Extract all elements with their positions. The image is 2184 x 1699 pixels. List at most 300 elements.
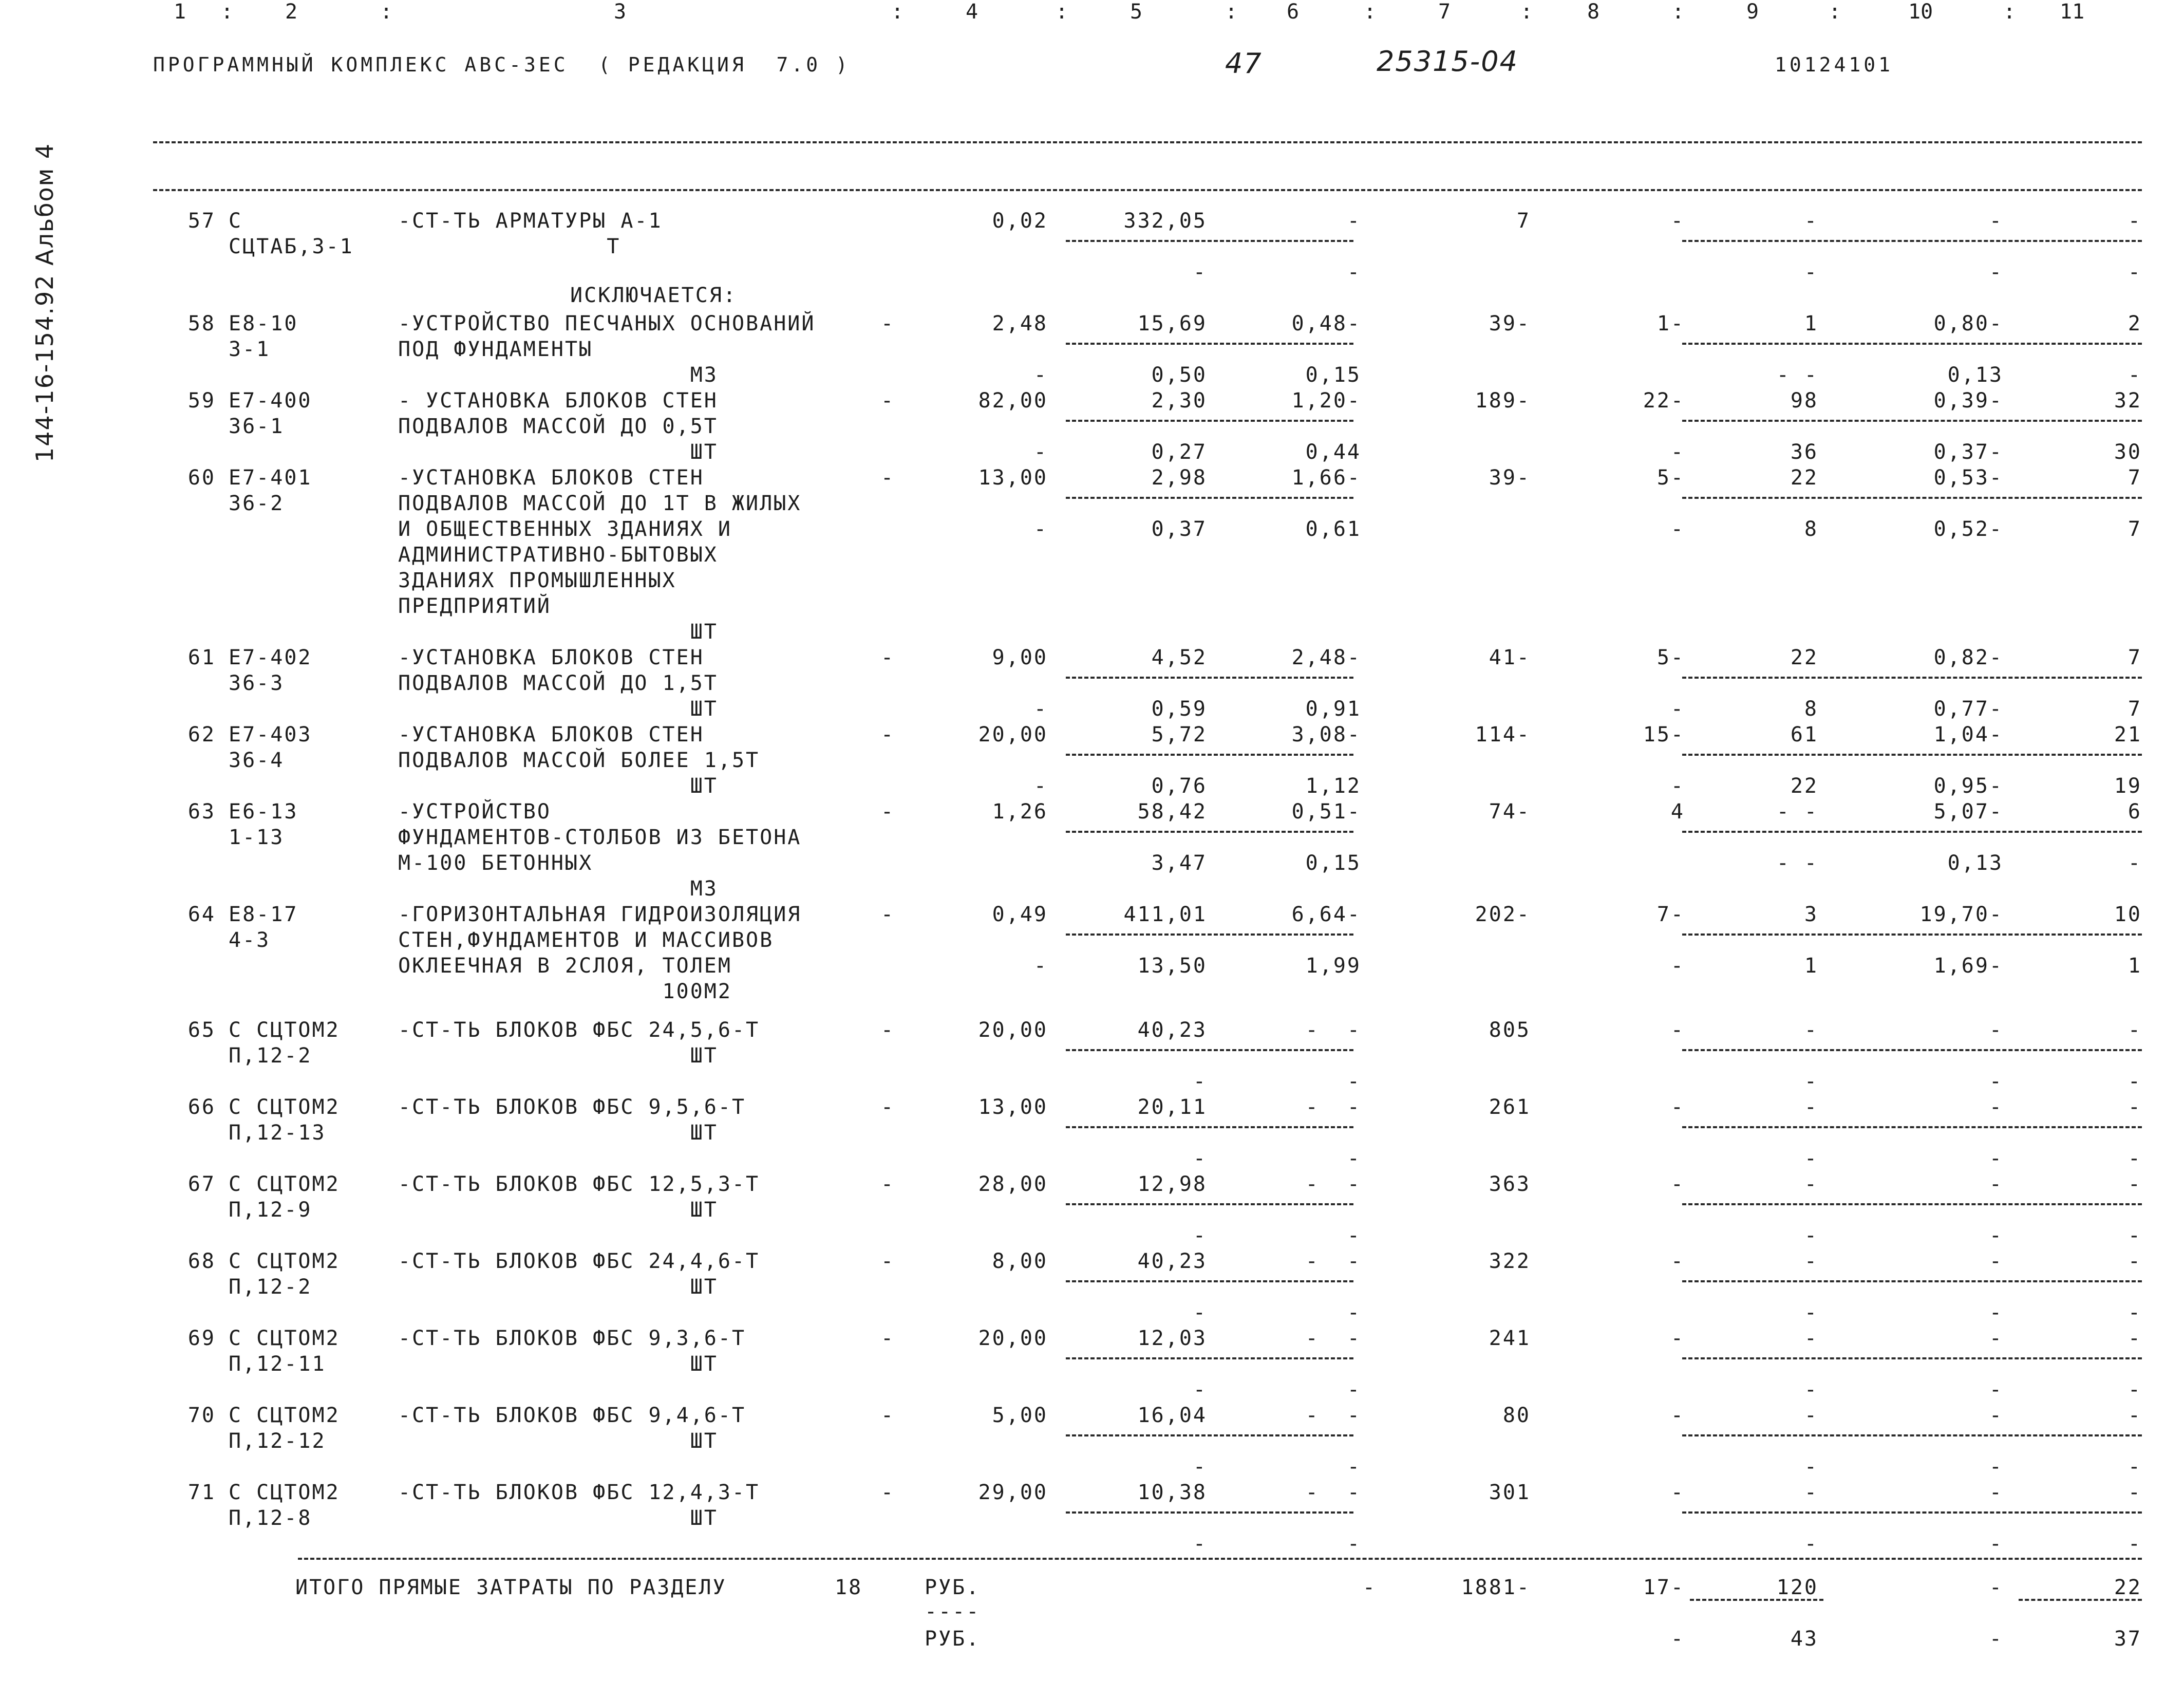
col5-6-subrule bbox=[1066, 831, 1353, 833]
row-description: -УСТРОЙСТВО ПЕСЧАНЫХ ОСНОВАНИЙ bbox=[398, 312, 816, 335]
col7-value: 301 bbox=[1489, 1481, 1531, 1504]
col9-11-subrule bbox=[1682, 677, 2142, 679]
col9-sub: - - bbox=[1776, 363, 1818, 387]
row-code: С СЦТОМ2 bbox=[229, 1481, 340, 1504]
column-number-6: 6 bbox=[1287, 0, 1300, 24]
row-marker: - bbox=[881, 1481, 895, 1504]
col9-11-subrule bbox=[1682, 933, 2142, 936]
col11-sub: - bbox=[2127, 1455, 2142, 1479]
col5-sub: - bbox=[1193, 260, 1207, 284]
col6-value: 0,51- bbox=[1291, 800, 1361, 824]
col6-value: - bbox=[1347, 209, 1361, 233]
row-description: ШТ bbox=[398, 1275, 718, 1299]
col6-sub: - bbox=[1347, 1378, 1361, 1402]
col9-11-subrule bbox=[1682, 831, 2142, 833]
row-marker: - bbox=[881, 1327, 895, 1350]
col8-value: - bbox=[1670, 1018, 1685, 1042]
col11-sub: - bbox=[2127, 1070, 2142, 1093]
row-code: 3-1 bbox=[229, 338, 271, 361]
row-code: П,12-2 bbox=[229, 1275, 312, 1299]
edition-label: ( РЕДАКЦИЯ 7.0 ) bbox=[598, 53, 851, 76]
totals-subrule-11 bbox=[2019, 1599, 2142, 1601]
col4-quantity: 8,00 bbox=[992, 1249, 1048, 1273]
page-number: 47 bbox=[1225, 47, 1263, 80]
column-number-4: 4 bbox=[966, 0, 978, 24]
totals2-col10: - bbox=[1989, 1627, 2003, 1651]
col9-value: - bbox=[1804, 1404, 1818, 1427]
col8-sub: - bbox=[1670, 954, 1685, 978]
col11-sub: - bbox=[2127, 1147, 2142, 1170]
col9-sub: 36 bbox=[1790, 440, 1818, 464]
column-number-5: 5 bbox=[1130, 0, 1143, 24]
row-code: П,12-2 bbox=[229, 1044, 312, 1068]
row-code: С bbox=[229, 209, 243, 233]
col5-6-subrule bbox=[1066, 754, 1353, 756]
row-description: -ГОРИЗОНТАЛЬНАЯ ГИДРОИЗОЛЯЦИЯ bbox=[398, 903, 802, 926]
row-number: 71 bbox=[187, 1481, 216, 1504]
col9-sub: 8 bbox=[1804, 517, 1818, 541]
col10-sub: - bbox=[1989, 1532, 2003, 1556]
col6-value: 3,08- bbox=[1291, 723, 1361, 746]
col9-value: - - bbox=[1776, 800, 1818, 824]
col6-sub: 0,91 bbox=[1305, 697, 1361, 721]
col8-value: 1- bbox=[1656, 312, 1685, 335]
col11-value: 7 bbox=[2127, 646, 2142, 669]
row-code: П,12-9 bbox=[229, 1198, 312, 1222]
col5-value: 58,42 bbox=[1137, 800, 1207, 824]
col7-value: 74- bbox=[1489, 800, 1531, 824]
col11-value: - bbox=[2127, 1404, 2142, 1427]
row-description: -УСТАНОВКА БЛОКОВ СТЕН bbox=[398, 723, 704, 746]
col5-6-subrule bbox=[1066, 1126, 1353, 1128]
col9-sub: - bbox=[1804, 1147, 1818, 1170]
col10-value: 19,70- bbox=[1919, 903, 2003, 926]
row-number: 65 bbox=[187, 1018, 216, 1042]
col5-sub: - bbox=[1193, 1455, 1207, 1479]
row-description: ШТ bbox=[398, 774, 718, 798]
album-side-label: 144-16-154.92 Альбом 4 bbox=[31, 142, 59, 462]
col4-sub: - bbox=[1033, 517, 1048, 541]
row-description: М3 bbox=[398, 363, 718, 387]
col6-sub: 1,12 bbox=[1305, 774, 1361, 798]
col9-sub: 1 bbox=[1804, 954, 1818, 978]
col6-sub: - bbox=[1347, 1147, 1361, 1170]
row-code: Е8-17 bbox=[229, 903, 298, 926]
col10-value: - bbox=[1989, 1481, 2003, 1504]
col4-quantity: 9,00 bbox=[992, 646, 1048, 669]
totals-col6: - bbox=[1362, 1576, 1377, 1599]
row-code: С СЦТОМ2 bbox=[229, 1095, 340, 1119]
col8-value: 5- bbox=[1656, 466, 1685, 490]
col11-value: 10 bbox=[2114, 903, 2142, 926]
col8-value: 5- bbox=[1656, 646, 1685, 669]
col5-sub: - bbox=[1193, 1532, 1207, 1556]
col8-value: - bbox=[1670, 1095, 1685, 1119]
col4-quantity: 82,00 bbox=[978, 389, 1048, 413]
col4-quantity: 20,00 bbox=[978, 1327, 1048, 1350]
row-description: Т bbox=[398, 235, 621, 258]
col10-value: 0,80- bbox=[1933, 312, 2003, 335]
col10-sub: 0,13 bbox=[1947, 851, 2003, 875]
col10-sub: 0,95- bbox=[1933, 774, 2003, 798]
col6-value: - - bbox=[1305, 1172, 1361, 1196]
column-separator: : bbox=[891, 0, 904, 24]
col9-11-subrule bbox=[1682, 497, 2142, 499]
row-code: 36-4 bbox=[229, 749, 285, 772]
col10-value: - bbox=[1989, 1018, 2003, 1042]
col5-value: 16,04 bbox=[1137, 1404, 1207, 1427]
col4-sub: - bbox=[1033, 954, 1048, 978]
col7-value: 114- bbox=[1475, 723, 1531, 746]
row-description: ПОДВАЛОВ МАССОЙ БОЛЕЕ 1,5Т bbox=[398, 749, 760, 772]
row-marker: - bbox=[881, 800, 895, 824]
col10-value: 0,53- bbox=[1933, 466, 2003, 490]
document-id: 10124101 bbox=[1775, 53, 1894, 76]
col8-value: - bbox=[1670, 1249, 1685, 1273]
col9-value: - bbox=[1804, 209, 1818, 233]
col10-value: - bbox=[1989, 1172, 2003, 1196]
col10-value: - bbox=[1989, 1327, 2003, 1350]
row-description: ПРЕДПРИЯТИЙ bbox=[398, 594, 551, 618]
col5-6-subrule bbox=[1066, 420, 1353, 422]
col11-value: 32 bbox=[2114, 389, 2142, 413]
col9-value: - bbox=[1804, 1018, 1818, 1042]
row-code: С СЦТОМ2 bbox=[229, 1172, 340, 1196]
col8-value: - bbox=[1670, 209, 1685, 233]
row-description: ЗДАНИЯХ ПРОМЫШЛЕННЫХ bbox=[398, 569, 676, 592]
column-number-7: 7 bbox=[1438, 0, 1451, 24]
col11-value: 21 bbox=[2114, 723, 2142, 746]
col5-sub: - bbox=[1193, 1147, 1207, 1170]
col5-6-subrule bbox=[1066, 497, 1353, 499]
column-separator: : bbox=[1520, 0, 1533, 24]
col9-value: - bbox=[1804, 1172, 1818, 1196]
totals2-col8: - bbox=[1670, 1627, 1685, 1651]
col7-value: 322 bbox=[1489, 1249, 1531, 1273]
excluded-header: ИСКЛЮЧАЕТСЯ: bbox=[570, 284, 737, 307]
col4-sub: - bbox=[1033, 440, 1048, 464]
col11-sub: 30 bbox=[2114, 440, 2142, 464]
row-description: М-100 БЕТОННЫХ bbox=[398, 851, 593, 875]
row-code: Е7-403 bbox=[229, 723, 312, 746]
col10-value: - bbox=[1989, 1404, 2003, 1427]
col9-value: 3 bbox=[1804, 903, 1818, 926]
row-description: -СТ-ТЬ БЛОКОВ ФБС 24,4,6-Т bbox=[398, 1249, 760, 1273]
column-separator: : bbox=[221, 0, 234, 24]
row-code: Е7-400 bbox=[229, 389, 312, 413]
row-description: -СТ-ТЬ БЛОКОВ ФБС 9,3,6-Т bbox=[398, 1327, 746, 1350]
col5-6-subrule bbox=[1066, 240, 1353, 242]
row-description: М3 bbox=[398, 877, 718, 901]
col9-11-subrule bbox=[1682, 1280, 2142, 1282]
column-number-3: 3 bbox=[614, 0, 627, 24]
col7-value: 241 bbox=[1489, 1327, 1531, 1350]
col11-sub: - bbox=[2127, 1378, 2142, 1402]
col9-11-subrule bbox=[1682, 754, 2142, 756]
col10-sub: - bbox=[1989, 1301, 2003, 1324]
col6-sub: - bbox=[1347, 1070, 1361, 1093]
col9-value: 22 bbox=[1790, 466, 1818, 490]
col4-quantity: 28,00 bbox=[978, 1172, 1048, 1196]
row-description: -СТ-ТЬ БЛОКОВ ФБС 9,5,6-Т bbox=[398, 1095, 746, 1119]
row-code: С СЦТОМ2 bbox=[229, 1018, 340, 1042]
row-description: ШТ bbox=[398, 620, 718, 644]
col9-11-subrule bbox=[1682, 240, 2142, 242]
col5-value: 332,05 bbox=[1123, 209, 1207, 233]
column-number-11: 11 bbox=[2060, 0, 2085, 24]
col7-value: 39- bbox=[1489, 312, 1531, 335]
col11-value: 2 bbox=[2127, 312, 2142, 335]
column-separator: : bbox=[1364, 0, 1377, 24]
col9-sub: - bbox=[1804, 1532, 1818, 1556]
col7-value: 202- bbox=[1475, 903, 1531, 926]
row-code: П,12-12 bbox=[229, 1429, 326, 1453]
row-number: 58 bbox=[187, 312, 216, 335]
col5-6-subrule bbox=[1066, 1434, 1353, 1436]
row-number: 69 bbox=[187, 1327, 216, 1350]
col5-value: 12,98 bbox=[1137, 1172, 1207, 1196]
col9-value: - bbox=[1804, 1481, 1818, 1504]
col4-quantity: 0,02 bbox=[992, 209, 1048, 233]
column-separator: : bbox=[1056, 0, 1068, 24]
col10-sub: - bbox=[1989, 1455, 2003, 1479]
col11-sub: - bbox=[2127, 1224, 2142, 1247]
col6-sub: - bbox=[1347, 1301, 1361, 1324]
col6-value: 2,48- bbox=[1291, 646, 1361, 669]
col11-value: - bbox=[2127, 1481, 2142, 1504]
col5-value: 5,72 bbox=[1151, 723, 1207, 746]
totals-col11: 22 bbox=[2114, 1576, 2142, 1599]
col9-value: - bbox=[1804, 1095, 1818, 1119]
col6-value: 1,20- bbox=[1291, 389, 1361, 413]
col4-quantity: 1,26 bbox=[992, 800, 1048, 824]
col5-6-subrule bbox=[1066, 343, 1353, 345]
col7-value: 80 bbox=[1502, 1404, 1531, 1427]
col5-sub: - bbox=[1193, 1224, 1207, 1247]
col9-11-subrule bbox=[1682, 343, 2142, 345]
col8-value: - bbox=[1670, 1172, 1685, 1196]
col6-value: - - bbox=[1305, 1095, 1361, 1119]
totals2-col9: 43 bbox=[1790, 1627, 1818, 1651]
row-description: -СТ-ТЬ БЛОКОВ ФБС 12,5,3-Т bbox=[398, 1172, 760, 1196]
col9-11-subrule bbox=[1682, 1126, 2142, 1128]
col8-value: - bbox=[1670, 1404, 1685, 1427]
row-code: С СЦТОМ2 bbox=[229, 1249, 340, 1273]
row-number: 61 bbox=[187, 646, 216, 669]
row-marker: - bbox=[881, 1018, 895, 1042]
col7-value: 261 bbox=[1489, 1095, 1531, 1119]
col10-value: 0,39- bbox=[1933, 389, 2003, 413]
row-description: ШТ bbox=[398, 1044, 718, 1068]
col5-6-subrule bbox=[1066, 1511, 1353, 1514]
row-description: -СТ-ТЬ АРМАТУРЫ А-1 bbox=[398, 209, 663, 233]
col9-11-subrule bbox=[1682, 1434, 2142, 1436]
totals-col10: - bbox=[1989, 1576, 2003, 1599]
col11-sub: - bbox=[2127, 1301, 2142, 1324]
totals-label: ИТОГО ПРЯМЫЕ ЗАТРАТЫ ПО РАЗДЕЛУ bbox=[295, 1576, 727, 1599]
col11-sub: - bbox=[2127, 363, 2142, 387]
row-description: ОКЛЕЕЧНАЯ В 2СЛОЯ, ТОЛЕМ bbox=[398, 954, 732, 978]
row-description: ПОДВАЛОВ МАССОЙ ДО 1,5Т bbox=[398, 671, 718, 695]
col5-6-subrule bbox=[1066, 933, 1353, 936]
row-number: 70 bbox=[187, 1404, 216, 1427]
col8-value: 4 bbox=[1670, 800, 1685, 824]
col6-sub: - bbox=[1347, 1532, 1361, 1556]
column-separator: : bbox=[2003, 0, 2016, 24]
row-description: ШТ bbox=[398, 1198, 718, 1222]
col9-sub: 8 bbox=[1804, 697, 1818, 721]
col5-value: 2,30 bbox=[1151, 389, 1207, 413]
col5-value: 15,69 bbox=[1137, 312, 1207, 335]
col5-sub: 0,76 bbox=[1151, 774, 1207, 798]
row-description: АДМИНИСТРАТИВНО-БЫТОВЫХ bbox=[398, 543, 718, 567]
col6-sub: 0,15 bbox=[1305, 363, 1361, 387]
col7-value: 805 bbox=[1489, 1018, 1531, 1042]
col10-value: - bbox=[1989, 1249, 2003, 1273]
row-marker: - bbox=[881, 312, 895, 335]
column-separator: : bbox=[1225, 0, 1238, 24]
col9-11-subrule bbox=[1682, 1357, 2142, 1359]
col8-value: 15- bbox=[1643, 723, 1685, 746]
col9-value: 22 bbox=[1790, 646, 1818, 669]
col11-value: - bbox=[2127, 1327, 2142, 1350]
col5-value: 40,23 bbox=[1137, 1018, 1207, 1042]
col5-sub: 3,47 bbox=[1151, 851, 1207, 875]
totals-unit-secondary: РУБ. bbox=[925, 1627, 981, 1651]
row-marker: - bbox=[881, 389, 895, 413]
row-code: П,12-13 bbox=[229, 1121, 326, 1145]
col8-value: - bbox=[1670, 1327, 1685, 1350]
row-number: 64 bbox=[187, 903, 216, 926]
col10-sub: - bbox=[1989, 1147, 2003, 1170]
col4-sub: - bbox=[1033, 363, 1048, 387]
col6-sub: - bbox=[1347, 260, 1361, 284]
col9-11-subrule bbox=[1682, 1049, 2142, 1051]
row-description: 100М2 bbox=[398, 980, 732, 1003]
row-code: Е7-402 bbox=[229, 646, 312, 669]
col10-sub: 1,69- bbox=[1933, 954, 2003, 978]
column-separator: : bbox=[1672, 0, 1685, 24]
col8-sub: - bbox=[1670, 440, 1685, 464]
row-description: СТЕН,ФУНДАМЕНТОВ И МАССИВОВ bbox=[398, 928, 774, 952]
row-description: ПОДВАЛОВ МАССОЙ ДО 0,5Т bbox=[398, 415, 718, 438]
row-number: 60 bbox=[187, 466, 216, 490]
totals-unit-separator: ---- bbox=[925, 1600, 981, 1623]
col4-quantity: 0,49 bbox=[992, 903, 1048, 926]
col6-value: 0,48- bbox=[1291, 312, 1361, 335]
column-header-rule bbox=[153, 189, 2142, 191]
row-description: ФУНДАМЕНТОВ-СТОЛБОВ ИЗ БЕТОНА bbox=[398, 826, 802, 849]
column-number-9: 9 bbox=[1746, 0, 1759, 24]
col5-sub: - bbox=[1193, 1070, 1207, 1093]
col9-11-subrule bbox=[1682, 1511, 2142, 1514]
row-description: ПОД ФУНДАМЕНТЫ bbox=[398, 338, 593, 361]
col5-6-subrule bbox=[1066, 1357, 1353, 1359]
col9-value: 98 bbox=[1790, 389, 1818, 413]
col4-sub: - bbox=[1033, 697, 1048, 721]
row-description: ШТ bbox=[398, 1506, 718, 1530]
row-code: 36-3 bbox=[229, 671, 285, 695]
col5-sub: - bbox=[1193, 1378, 1207, 1402]
col5-6-subrule bbox=[1066, 1203, 1353, 1205]
col11-sub: - bbox=[2127, 260, 2142, 284]
col10-sub: - bbox=[1989, 1070, 2003, 1093]
row-marker: - bbox=[881, 646, 895, 669]
col9-sub: - bbox=[1804, 1455, 1818, 1479]
col11-sub: 19 bbox=[2114, 774, 2142, 798]
col6-value: - - bbox=[1305, 1018, 1361, 1042]
col4-quantity: 20,00 bbox=[978, 723, 1048, 746]
col6-sub: 0,61 bbox=[1305, 517, 1361, 541]
col4-quantity: 29,00 bbox=[978, 1481, 1048, 1504]
col4-quantity: 13,00 bbox=[978, 1095, 1048, 1119]
col11-value: - bbox=[2127, 209, 2142, 233]
column-separator: : bbox=[1829, 0, 1841, 24]
col5-value: 2,98 bbox=[1151, 466, 1207, 490]
col9-sub: - bbox=[1804, 1070, 1818, 1093]
row-code: С СЦТОМ2 bbox=[229, 1404, 340, 1427]
col6-sub: 0,44 bbox=[1305, 440, 1361, 464]
col6-value: 6,64- bbox=[1291, 903, 1361, 926]
row-marker: - bbox=[881, 723, 895, 746]
col5-value: 20,11 bbox=[1137, 1095, 1207, 1119]
col9-11-subrule bbox=[1682, 420, 2142, 422]
row-description: -УСТАНОВКА БЛОКОВ СТЕН bbox=[398, 466, 704, 490]
col5-sub: 0,59 bbox=[1151, 697, 1207, 721]
row-number: 57 bbox=[187, 209, 216, 233]
col11-value: - bbox=[2127, 1249, 2142, 1273]
col10-value: - bbox=[1989, 209, 2003, 233]
row-code: 1-13 bbox=[229, 826, 285, 849]
col5-sub: 0,37 bbox=[1151, 517, 1207, 541]
col9-sub: - bbox=[1804, 1301, 1818, 1324]
row-code: Е7-401 bbox=[229, 466, 312, 490]
col4-quantity: 5,00 bbox=[992, 1404, 1048, 1427]
col10-sub: - bbox=[1989, 260, 2003, 284]
row-description: -УСТРОЙСТВО bbox=[398, 800, 551, 824]
col9-value: - bbox=[1804, 1327, 1818, 1350]
row-description: ШТ bbox=[398, 697, 718, 721]
totals-rule bbox=[298, 1558, 2142, 1560]
totals-section: 18 bbox=[835, 1576, 863, 1599]
row-description: -УСТАНОВКА БЛОКОВ СТЕН bbox=[398, 646, 704, 669]
col7-value: 41- bbox=[1489, 646, 1531, 669]
row-description: ШТ bbox=[398, 440, 718, 464]
col6-sub: - bbox=[1347, 1455, 1361, 1479]
row-code: П,12-11 bbox=[229, 1352, 326, 1376]
row-code: Е8-10 bbox=[229, 312, 298, 335]
col11-value: 7 bbox=[2127, 466, 2142, 490]
col9-sub: 22 bbox=[1790, 774, 1818, 798]
col6-value: - - bbox=[1305, 1481, 1361, 1504]
col9-value: 1 bbox=[1804, 312, 1818, 335]
col6-sub: 0,15 bbox=[1305, 851, 1361, 875]
col8-sub: - bbox=[1670, 517, 1685, 541]
col9-sub: - bbox=[1804, 1224, 1818, 1247]
col11-value: - bbox=[2127, 1018, 2142, 1042]
row-number: 66 bbox=[187, 1095, 216, 1119]
col5-6-subrule bbox=[1066, 1049, 1353, 1051]
program-name: ПРОГРАММНЫЙ КОМПЛЕКС АВС-3ЕС bbox=[153, 53, 569, 76]
col5-sub: - bbox=[1193, 1301, 1207, 1324]
row-code: 4-3 bbox=[229, 928, 271, 952]
col4-quantity: 20,00 bbox=[978, 1018, 1048, 1042]
col4-quantity: 2,48 bbox=[992, 312, 1048, 335]
col10-value: 5,07- bbox=[1933, 800, 2003, 824]
table-top-rule bbox=[153, 141, 2142, 143]
col6-sub: - bbox=[1347, 1224, 1361, 1247]
row-code: П,12-8 bbox=[229, 1506, 312, 1530]
